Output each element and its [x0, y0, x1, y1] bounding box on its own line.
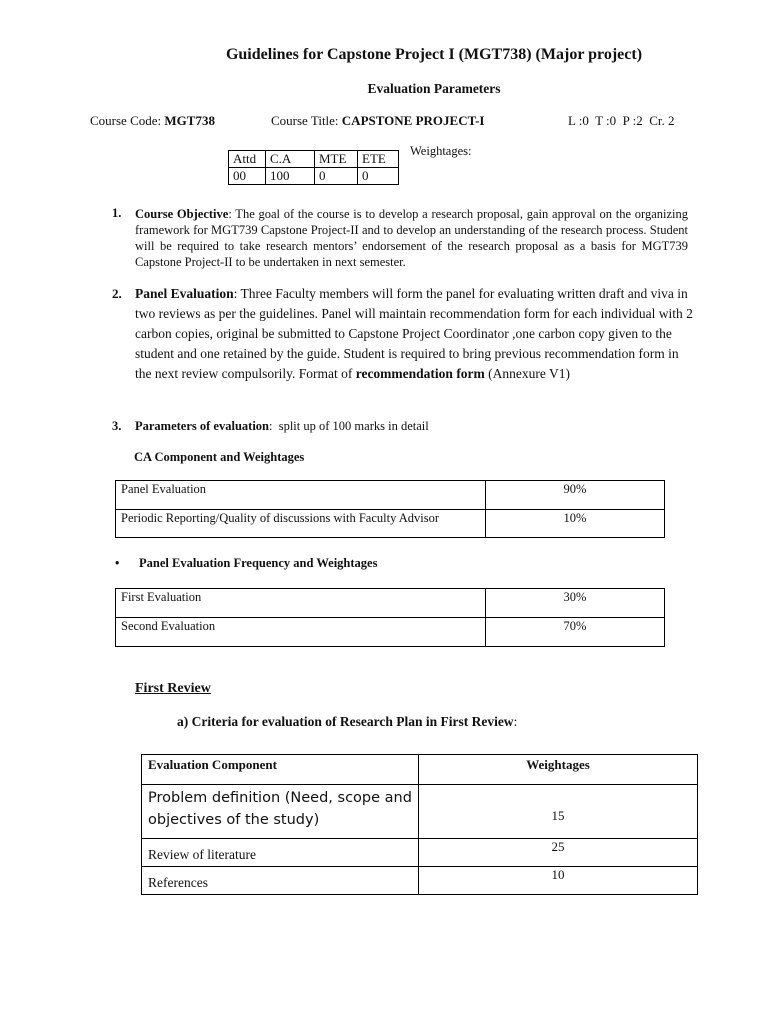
item-number: 1.: [112, 206, 122, 220]
course-title-label: Course Title:: [271, 113, 339, 128]
table-cell-value: 25: [419, 839, 698, 867]
item-bold: Parameters of evaluation: [135, 419, 269, 433]
table-row: [116, 510, 665, 538]
table-cell-value: 90%: [486, 481, 665, 510]
table-cell-value: 70%: [486, 618, 665, 647]
panel-frequency-heading-text: Panel Evaluation Frequency and Weightages: [139, 556, 378, 570]
page-subtitle: Evaluation Parameters: [367, 81, 501, 96]
weightages-label: Weightages:: [410, 144, 472, 158]
criteria-line: [177, 714, 517, 730]
table-cell-label: Review of literature: [142, 839, 419, 867]
weightage-value-cell: 00: [229, 168, 266, 185]
table-cell-value: 30%: [486, 589, 665, 618]
table-cell-label: References: [142, 867, 419, 895]
item-bold: Course Objective: [135, 207, 229, 221]
weightage-value-cell: 100: [266, 168, 315, 185]
weightage-table: [228, 150, 399, 185]
table-row: [142, 785, 698, 839]
weightage-header-cell: ETE: [358, 151, 399, 168]
table-cell-value: 15: [419, 785, 698, 839]
table-cell-label: Second Evaluation: [116, 618, 486, 647]
item-body: : split up of 100 marks in detail: [269, 419, 429, 433]
item-bold: Panel Evaluation: [135, 286, 234, 301]
panel-frequency-heading: [115, 556, 377, 571]
table-header-cell: Evaluation Component: [142, 755, 419, 785]
table-row: [116, 481, 665, 510]
criteria-suffix: :: [513, 714, 518, 729]
weightage-header-cell: C.A: [266, 151, 315, 168]
item-bold-2: recommendation form: [355, 366, 485, 381]
table-row: [142, 867, 698, 895]
course-code: [90, 113, 215, 129]
ca-component-table: [115, 480, 665, 538]
course-code-label: Course Code:: [90, 113, 162, 128]
ca-component-heading: CA Component and Weightages: [134, 450, 305, 464]
first-review-heading: First Review: [135, 681, 211, 696]
panel-frequency-table: [115, 588, 665, 647]
item-number: 2.: [112, 286, 122, 301]
table-cell-value: 10%: [486, 510, 665, 538]
weightage-header-cell: Attd: [229, 151, 266, 168]
item-text: [135, 206, 688, 270]
weightage-value-cell: 0: [358, 168, 399, 185]
table-cell-label: Periodic Reporting/Quality of discussions with Faculty Advisor: [116, 510, 486, 538]
item-body: : Three Faculty members will form the panel for evaluating written draft and viva in two reviews as per the guidelines. Panel will maintain recommendation form for each individual with 2 carbon copies, original be submitted to Capstone Project Coordinator ,one carbon copy given to the student and one retained by the guide. Student is required to bring previous recommendation form in the next review compulsorily. Format of: [135, 286, 693, 381]
weightage-header-row: [229, 151, 399, 168]
table-header-row: [142, 755, 698, 785]
table-header-cell: Weightages: [419, 755, 698, 785]
table-row: [142, 839, 698, 867]
course-code-value: MGT738: [164, 113, 215, 128]
item-text: [135, 419, 429, 434]
page-title: Guidelines for Capstone Project I (MGT738) (Major project): [225, 46, 643, 63]
weightage-value-cell: 0: [315, 168, 358, 185]
criteria-text: a) Criteria for evaluation of Research Plan in First Review: [177, 714, 514, 729]
table-cell-label: Panel Evaluation: [116, 481, 486, 510]
weightage-value-row: [229, 168, 399, 185]
weightage-header-cell: MTE: [315, 151, 358, 168]
item-body-2: (Annexure V1): [484, 366, 571, 381]
table-cell-label: Problem definition (Need, scope and objectives of the study): [142, 785, 419, 839]
item-body: : The goal of the course is to develop a research proposal, gain approval on the organizing framework for MGT739 Capstone Project-II and to develop an understanding of the research process. Student will be required to take research mentors’ endorsement of the research proposal as a basis for MGT739 Capstone Project-II to be undertaken in next semester.: [135, 207, 688, 269]
course-title-value: CAPSTONE PROJECT-I: [341, 113, 485, 128]
table-cell-value: 10: [419, 867, 698, 895]
item-number: 3.: [112, 419, 122, 433]
table-cell-label: First Evaluation: [116, 589, 486, 618]
first-review-table: [141, 754, 698, 895]
course-ltp: L :0 T :0 P :2 Cr. 2: [568, 113, 675, 128]
course-title: [271, 113, 484, 129]
item-text: [135, 284, 695, 384]
table-row: [116, 589, 665, 618]
bullet: •: [115, 556, 120, 570]
table-row: [116, 618, 665, 647]
